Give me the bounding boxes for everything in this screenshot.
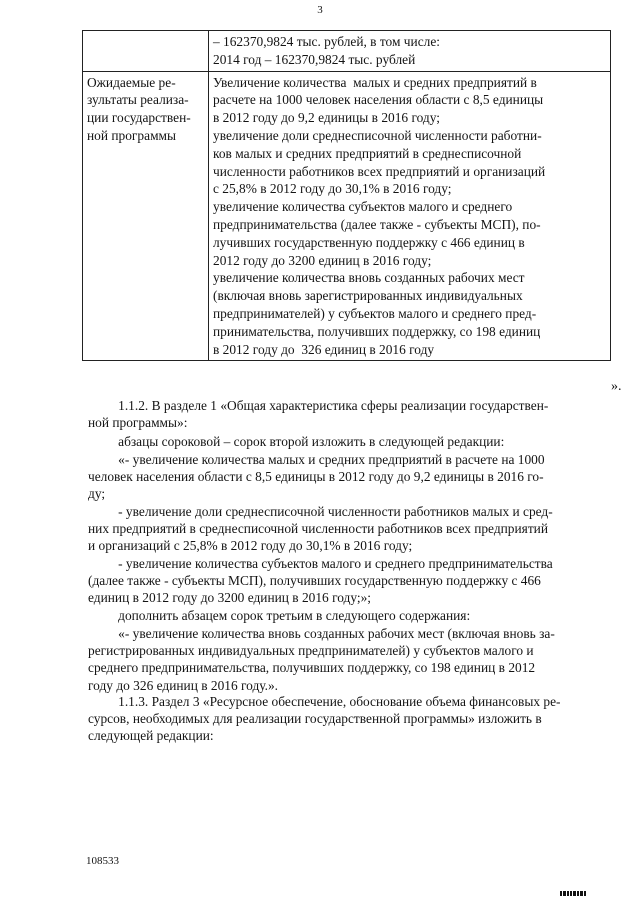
paragraph-1-1-3: 1.1.3. Раздел 3 «Ресурсное обеспечение, обоснование объема финансовых ре- сурсов, необходимых для реализации государственной программы» изложить в следующей редакции: [88,694,561,744]
table-row [83,71,611,361]
paragraph-quote-sme-support: - увеличение количества субъектов малого и среднего предпринимательства (далее также - субъекты МСП), получивших государственную поддержку с 466 единиц в 2012 году до 3200 единиц в 2016 году;»; [88,556,553,606]
table-cell-label [83,31,209,72]
program-passport-table [82,30,611,361]
paragraph-quote-enterprises: «- увеличение количества малых и средних предприятий в расчете на 1000 человек населения области с 8,5 единицы в 2012 году до 9,2 единицы в 2016 го- ду; [88,452,545,502]
paragraph-quote-employment-share: - увеличение доли среднесписочной численности работников малых и сред- них предприятий в среднесписочной численности работников всех предприятий и организаций с 25,8% в 2012 году до 30,1% в 2016 году; [88,504,553,554]
document-id: 108533 [86,855,119,867]
closing-quote: ». [611,379,622,394]
page-number: 3 [317,4,323,16]
paragraph-amend-intro: абзацы сороковой – сорок второй изложить в следующей редакции: [88,434,505,449]
paragraph-add-43: дополнить абзацем сорок третьим в следующего содержания: [88,608,471,623]
paragraph-quote-jobs: «- увеличение количества вновь созданных рабочих мест (включая вновь за- регистрированных индивидуальных предпринимателей) у субъектов малого и среднего предпринимательства, получивших поддержку, со 198 единиц в 2012 году до 326 единиц в 2016 году.». [88,626,555,693]
table-cell-expected-results: Увеличение количества малых и средних предприятий в расчете на 1000 человек населения области с 8,5 единицы в 2012 году до 9,2 единицы в 2016 году; увеличение доли среднесписочной численности работни- ков малых и средних предприятий в среднесписочной численности работников всех предприятий и организаций с 25,8% в 2012 году до 30,1% в 2016 году; увеличение количества субъектов малого и среднего предпринимательства (далее также - субъекты МСП), по- лучивших государственную поддержку с 466 единиц в 2012 году до 3200 единиц в 2016 году; увеличение количества вновь созданных рабочих мест (включая вновь зарегистрированных индивидуальных предпринимателей) у субъектов малого и среднего пред- принимательства, получивших поддержку, со 198 единиц в 2012 году до 326 единиц в 2016 году [209,71,611,361]
barcode-mark [560,891,586,896]
table-cell-funding: – 162370,9824 тыс. рублей, в том числе: 2014 год – 162370,9824 тыс. рублей [209,31,611,72]
table-cell-label-expected-results: Ожидаемые ре- зультаты реализа- ции государствен- ной программы [83,71,209,361]
table-row [83,31,611,72]
paragraph-1-1-2: 1.1.2. В разделе 1 «Общая характеристика сферы реализации государствен- ной программы»: [88,398,549,431]
